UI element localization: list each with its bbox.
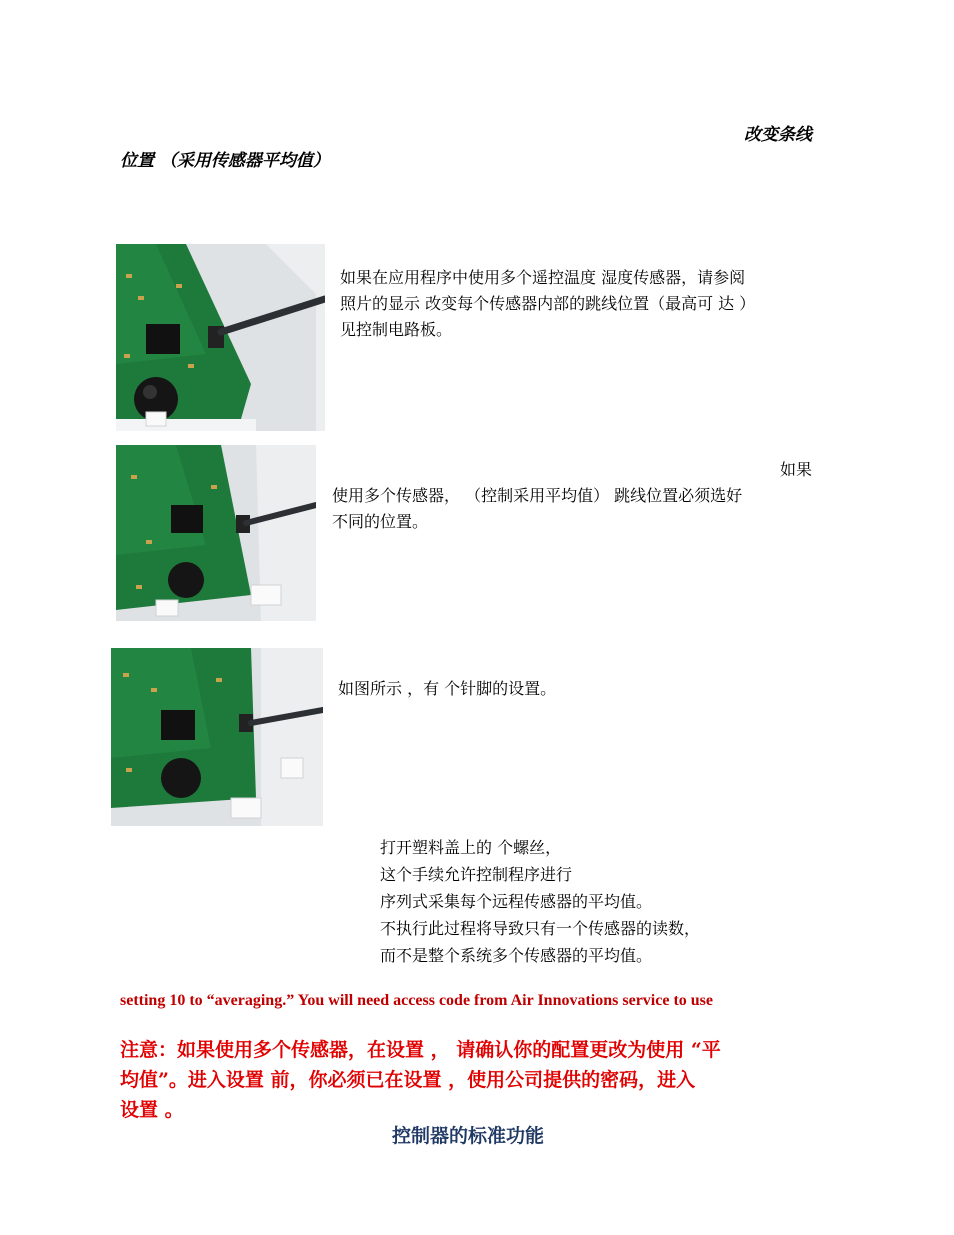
section-4-line: 不执行此过程将导致只有一个传感器的读数， — [380, 919, 701, 938]
section-1-line: 照片的显示 改变每个传感器内部的跳线位置（最高可 达 ） — [340, 294, 756, 313]
heading-line-2: 位置 （采用传感器平均值） — [120, 151, 330, 171]
section-4-line: 打开塑料盖上的 个螺丝， — [380, 838, 562, 857]
circuit-board-photo-1 — [116, 244, 325, 431]
section-2-line: 使用多个传感器， （控制采用平均值） 跳线位置必须选好 — [332, 486, 743, 505]
section-4-text — [380, 834, 840, 969]
heading-line-1: 改变条线 — [744, 125, 812, 145]
section-1-line: 见控制电路板。 — [340, 320, 453, 339]
section-2-text — [332, 457, 812, 535]
note-chinese-line: 设置 。 — [120, 1099, 184, 1121]
section-4-line: 而不是整个系统多个传感器的平均值。 — [380, 946, 653, 965]
section-3-text — [338, 676, 818, 702]
note-english: setting 10 to “averaging.” You will need access code from Air Innovations service to use — [120, 992, 713, 1009]
note-chinese-line: 注意：如果使用多个传感器，在设置 ， 请确认你的配置更改为使用 “平 — [120, 1039, 721, 1061]
section-3-line: 如图所示 ，有 个针脚的设置。 — [338, 679, 557, 698]
section-4-line: 这个手续允许控制程序进行 — [380, 865, 573, 884]
section-1-text — [340, 265, 850, 343]
section-4-line: 序列式采集每个远程传感器的平均值。 — [380, 892, 653, 911]
section-2-line: 如果 — [779, 460, 812, 479]
standard-features-heading: 控制器的标准功能 — [392, 1125, 545, 1147]
note-chinese — [120, 1035, 850, 1125]
section-1-line: 如果在应用程序中使用多个遥控温度 湿度传感器，请参阅 — [340, 268, 746, 287]
circuit-board-photo-3 — [111, 648, 323, 826]
circuit-board-photo-2 — [116, 445, 316, 621]
note-chinese-line: 均值”。进入设置 前，你必须已在设置 ，使用公司提供的密码，进入 — [120, 1069, 696, 1091]
section-2-line: 不同的位置。 — [332, 512, 429, 531]
